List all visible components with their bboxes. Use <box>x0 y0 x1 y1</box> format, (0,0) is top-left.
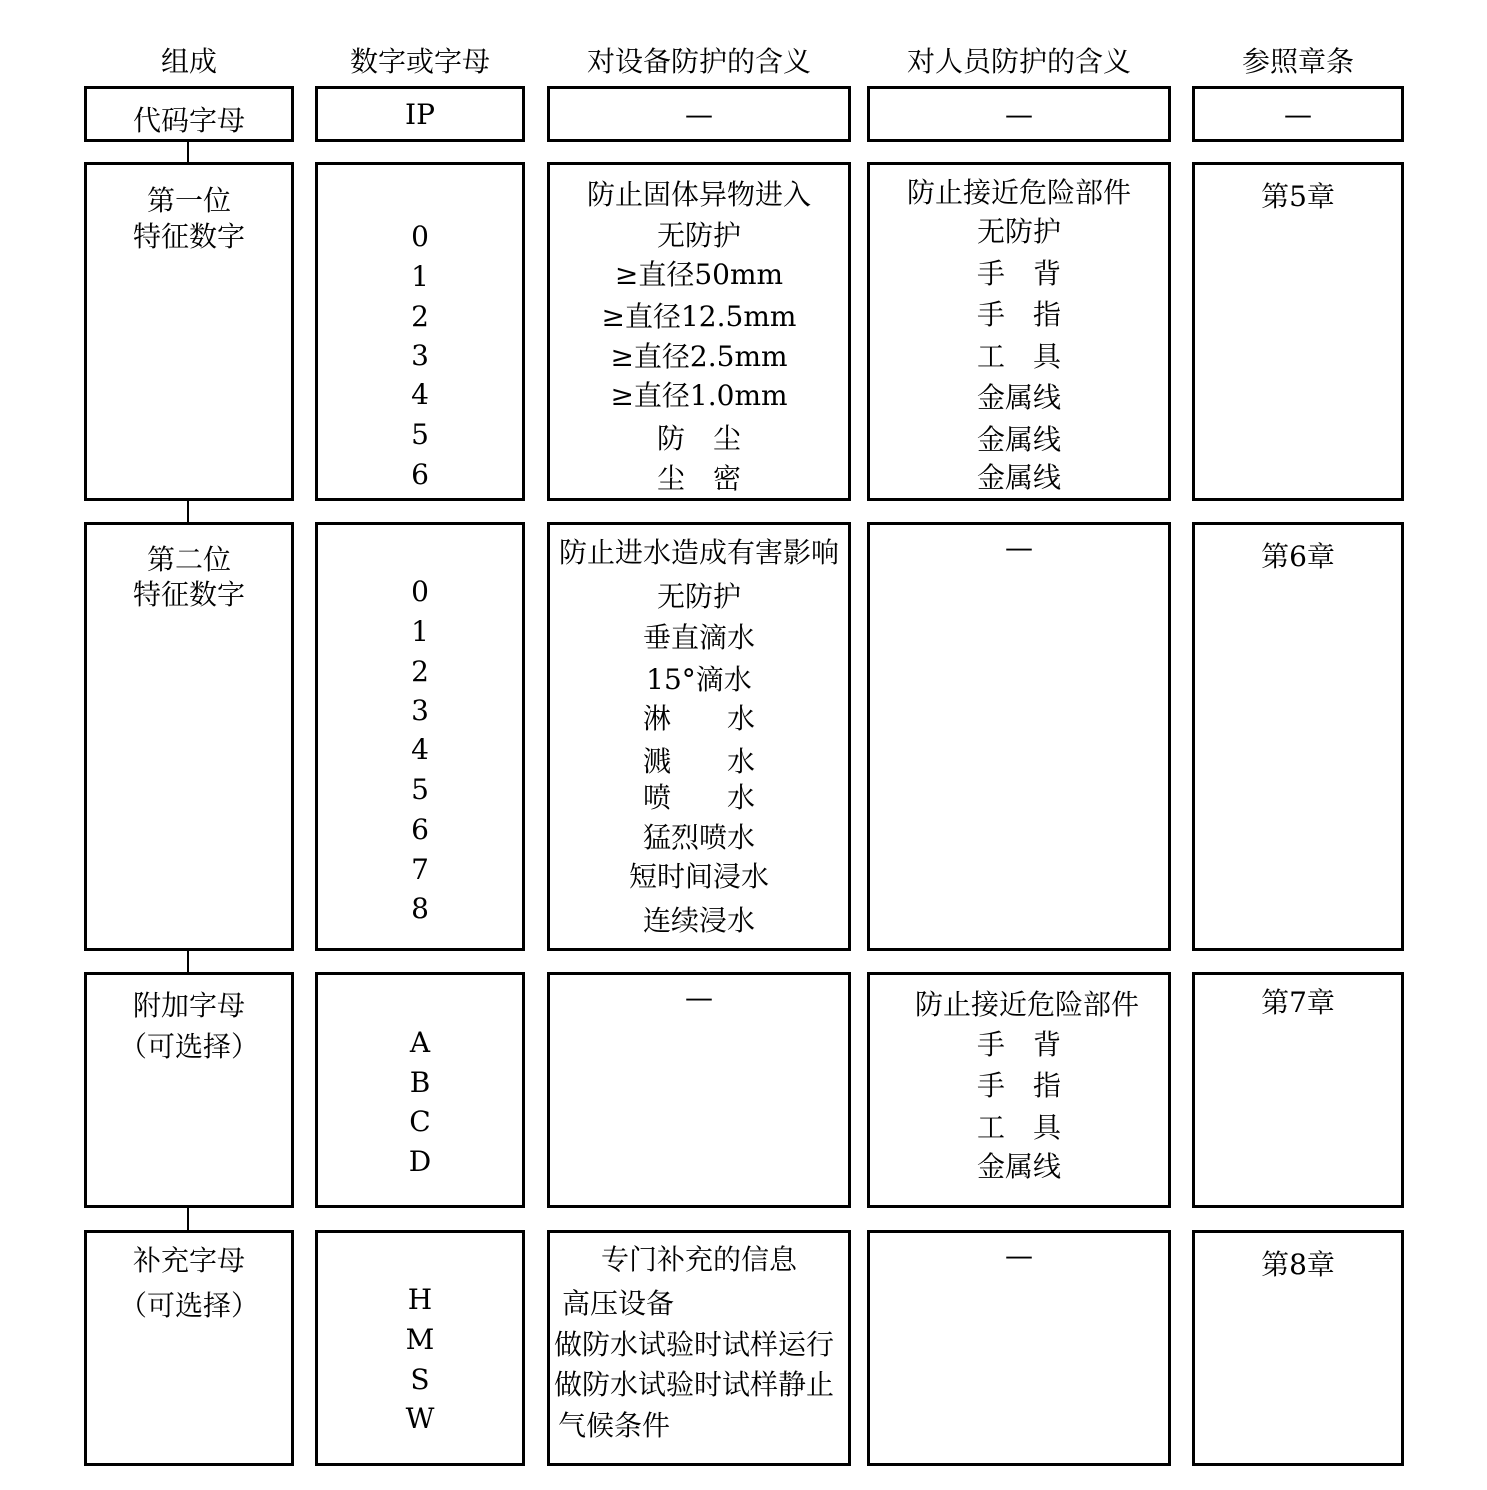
code-value: S <box>410 1363 430 1396</box>
meaning-item: 金属线 <box>976 461 1061 494</box>
reference-value: 第8章 <box>1261 1248 1335 1281</box>
code-value: 1 <box>411 260 429 293</box>
meaning-item: 手 指 <box>976 1069 1061 1102</box>
meaning-item: 金属线 <box>976 381 1061 414</box>
meaning-item: 金属线 <box>976 423 1061 456</box>
code-value: 5 <box>411 418 429 451</box>
meaning-title: 防止进水造成有害影响 <box>558 536 839 569</box>
supplementary-letter-component-cell <box>84 1230 294 1466</box>
supplementary-letter-equipment-cell <box>547 1230 851 1466</box>
meaning-item: 无防护 <box>976 215 1061 248</box>
code-value: W <box>405 1402 435 1435</box>
code-value: 6 <box>411 458 429 491</box>
meaning-title: 防止接近危险部件 <box>906 176 1131 209</box>
header-reference: 参照章条 <box>1241 45 1354 78</box>
connector-line <box>187 949 189 974</box>
meaning-item: 高压设备 <box>562 1287 675 1320</box>
meaning-item: 防 尘 <box>656 422 741 455</box>
dash: — <box>1005 1239 1033 1272</box>
component-label: 第一位 <box>146 184 231 217</box>
code-value: 4 <box>411 378 429 411</box>
second-numeral-component-cell <box>84 522 294 951</box>
meaning-item: 无防护 <box>656 219 741 252</box>
code-value: M <box>405 1323 435 1356</box>
dash: — <box>1005 98 1033 131</box>
dash: — <box>685 98 713 131</box>
component-label: 第二位 <box>146 543 231 576</box>
meaning-item: 气候条件 <box>558 1409 671 1442</box>
connector-line <box>187 141 189 164</box>
header-component: 组成 <box>160 45 217 78</box>
reference-value: 第6章 <box>1261 540 1335 573</box>
code-value: 4 <box>411 733 429 766</box>
meaning-item: 金属线 <box>976 1150 1061 1183</box>
meaning-item: 工 具 <box>976 1111 1061 1144</box>
meaning-item: 猛烈喷水 <box>642 821 755 854</box>
meaning-item: 溅 水 <box>642 745 755 778</box>
meaning-item: ≥直径2.5mm <box>610 340 788 373</box>
meaning-item: 15°滴水 <box>646 663 752 696</box>
second-numeral-equipment-cell <box>547 522 851 951</box>
first-numeral-equipment-cell <box>547 162 851 501</box>
first-numeral-reference-cell <box>1192 162 1404 501</box>
meaning-item: 做防水试验时试样运行 <box>554 1328 835 1361</box>
reference-value: 第7章 <box>1261 986 1335 1019</box>
meaning-item: 连续浸水 <box>642 904 755 937</box>
additional-letter-reference-cell <box>1192 972 1404 1208</box>
second-numeral-personnel-cell <box>867 522 1171 951</box>
second-numeral-code-cell <box>315 522 525 951</box>
code-value: 3 <box>411 339 429 372</box>
code-value: A <box>409 1026 431 1059</box>
code-letters-equipment-cell <box>547 86 851 142</box>
component-label: 附加字母 <box>132 989 245 1022</box>
first-numeral-personnel-cell <box>867 162 1171 501</box>
code-value: H <box>407 1283 433 1316</box>
code-value: 7 <box>411 853 429 886</box>
code-value: 0 <box>411 575 429 608</box>
code-value: 1 <box>411 615 429 648</box>
connector-line <box>187 1206 189 1232</box>
meaning-item: 无防护 <box>656 580 741 613</box>
meaning-item: 工 具 <box>976 340 1061 373</box>
first-numeral-code-cell <box>315 162 525 501</box>
reference-value: 第5章 <box>1261 180 1335 213</box>
meaning-item: 淋 水 <box>642 702 755 735</box>
meaning-item: 手 指 <box>976 298 1061 331</box>
code-letters-component-cell <box>84 86 294 142</box>
component-label: （可选择） <box>118 1289 259 1322</box>
dash: — <box>1284 98 1312 131</box>
additional-letter-equipment-cell <box>547 972 851 1208</box>
code-value: 2 <box>411 655 429 688</box>
meaning-item: ≥直径1.0mm <box>610 379 788 412</box>
code-value: 6 <box>411 813 429 846</box>
code-value: 2 <box>411 300 429 333</box>
meaning-item: 短时间浸水 <box>628 860 769 893</box>
component-label: 补充字母 <box>132 1244 245 1277</box>
meaning-title: 防止接近危险部件 <box>914 988 1139 1021</box>
code-value: D <box>408 1145 432 1178</box>
code-value: 0 <box>411 220 429 253</box>
additional-letter-code-cell <box>315 972 525 1208</box>
component-label: 特征数字 <box>132 220 245 253</box>
supplementary-letter-reference-cell <box>1192 1230 1404 1466</box>
header-personnel-meaning: 对人员防护的含义 <box>906 45 1131 78</box>
additional-letter-component-cell <box>84 972 294 1208</box>
meaning-title: 防止固体异物进入 <box>586 178 811 211</box>
connector-line <box>187 499 189 524</box>
code-value: 8 <box>411 892 429 925</box>
dash: — <box>685 981 713 1014</box>
meaning-title: 专门补充的信息 <box>600 1243 797 1276</box>
code-value: 5 <box>411 773 429 806</box>
meaning-item: 垂直滴水 <box>642 621 755 654</box>
code-letters-personnel-cell <box>867 86 1171 142</box>
meaning-item: ≥直径50mm <box>614 258 784 291</box>
meaning-item: ≥直径12.5mm <box>601 300 797 333</box>
code-value: 3 <box>411 694 429 727</box>
first-numeral-component-cell <box>84 162 294 501</box>
meaning-item: 喷 水 <box>642 781 755 814</box>
supplementary-letter-code-cell <box>315 1230 525 1466</box>
code-value: IP <box>405 98 435 131</box>
component-label: （可选择） <box>118 1030 259 1063</box>
supplementary-letter-personnel-cell <box>867 1230 1171 1466</box>
code-value: B <box>409 1066 431 1099</box>
meaning-item: 手 背 <box>976 1028 1061 1061</box>
meaning-item: 做防水试验时试样静止 <box>554 1368 835 1401</box>
header-code: 数字或字母 <box>349 45 490 78</box>
header-equipment-meaning: 对设备防护的含义 <box>586 45 811 78</box>
code-letters-code-cell <box>315 86 525 142</box>
meaning-item: 尘 密 <box>656 462 741 495</box>
code-letters-reference-cell <box>1192 86 1404 142</box>
dash: — <box>1005 531 1033 564</box>
additional-letter-personnel-cell <box>867 972 1171 1208</box>
meaning-item: 手 背 <box>976 257 1061 290</box>
component-label: 代码字母 <box>132 104 245 137</box>
second-numeral-reference-cell <box>1192 522 1404 951</box>
code-value: C <box>409 1105 431 1138</box>
component-label: 特征数字 <box>132 578 245 611</box>
